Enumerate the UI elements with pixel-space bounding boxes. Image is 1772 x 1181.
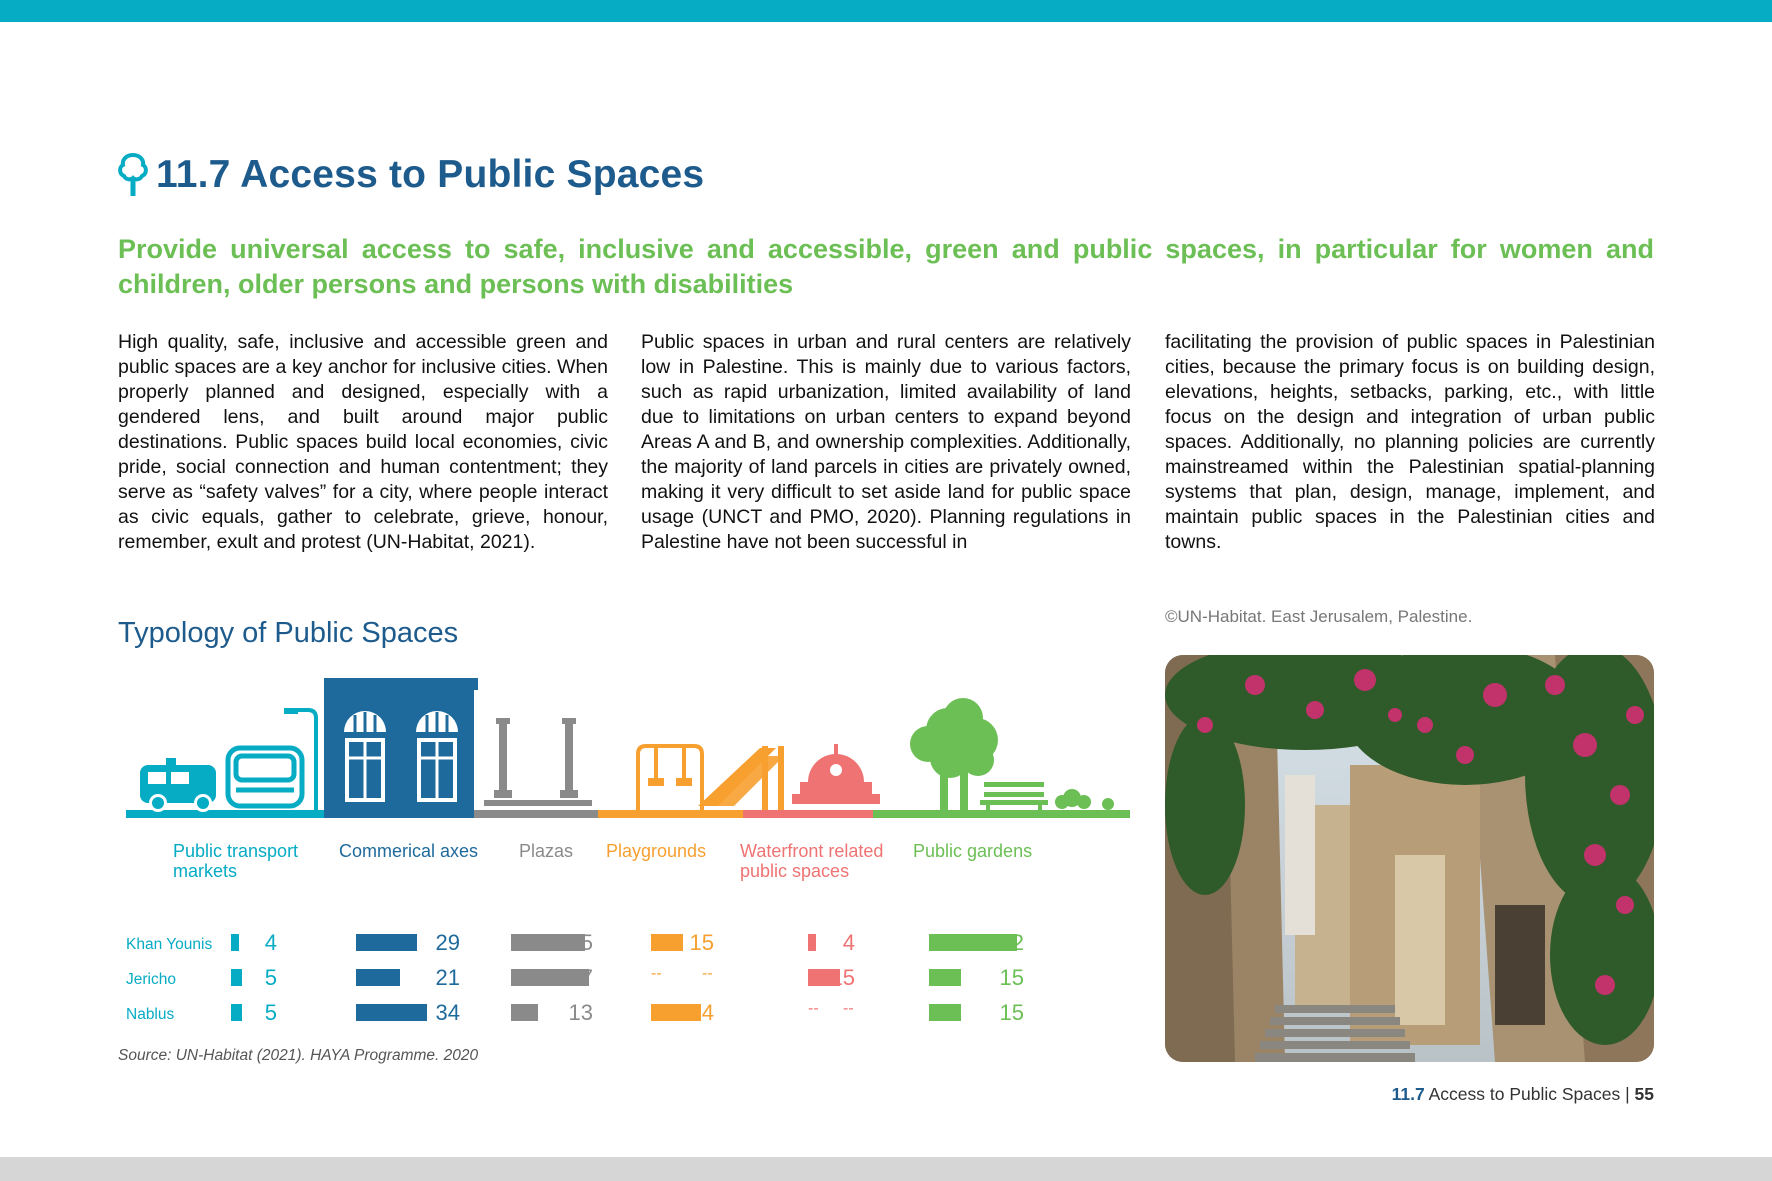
bus-stop-icon — [228, 748, 302, 806]
category-label-public-gardens: Public gardens — [913, 841, 1033, 861]
bench-icon — [980, 782, 1048, 810]
bar-commercial-axes — [356, 934, 417, 951]
section-heading — [116, 145, 704, 205]
bottom-bar — [0, 1157, 1772, 1181]
value-label-commercial-axes: 21 — [435, 965, 460, 990]
commercial-ground — [324, 810, 474, 818]
value-label-public-gardens: 42 — [999, 930, 1024, 955]
missing-value-mark: -- — [651, 965, 662, 982]
bar-waterfront — [808, 934, 816, 951]
street-photo — [1165, 655, 1654, 1062]
body-column-1: High quality, safe, inclusive and accessible green and public spaces are a key anchor for inclusive cities. When properly planned and designed, especially with a gendered lens, and built around major public destinations. Public spaces build local economies, civic pride, social connection and human contentment; they serve as “safety valves” for a city, where people interact as civic equals, gather to celebrate, grieve, honour, remember, exult and protest (UN-Habitat, 2021). — [118, 331, 608, 553]
value-label-playgrounds: 24 — [689, 1000, 714, 1025]
footer-separator: | — [1625, 1084, 1630, 1104]
typology-heading: Typology of Public Spaces — [118, 617, 459, 649]
footer-section-title: Access to Public Spaces — [1428, 1084, 1621, 1104]
city-label: Nablus — [126, 1006, 175, 1023]
value-label-public-transport: 5 — [264, 1000, 277, 1025]
typology-illustration — [118, 660, 1138, 825]
street-lamp-icon — [294, 710, 316, 810]
bar-commercial-axes — [356, 1004, 427, 1021]
bar-plazas — [511, 1004, 538, 1021]
missing-value-mark: -- — [843, 1000, 854, 1017]
value-label-public-transport: 4 — [264, 930, 277, 955]
missing-value-mark: -- — [808, 1000, 819, 1017]
body-column-3: facilitating the provision of public spaces in Palestinian cities, because the primary focus is on building design, elevations, heights, setbacks, parking, etc., with little focus on the design and integration of urban public spaces. Additionally, no planning policies are currently mainstreamed within the Palestinian spatial-planning systems that plan, design, manage, implement, and maintain public spaces in the Palestinian cities and towns. — [1165, 331, 1655, 553]
bar-public-gardens — [929, 969, 961, 986]
plazas-ground — [474, 810, 598, 818]
value-label-plazas: 35 — [568, 930, 593, 955]
value-label-plazas: 37 — [568, 965, 593, 990]
top-accent-bar — [0, 0, 1772, 22]
van-icon — [140, 758, 216, 812]
gardens-ground — [873, 810, 1130, 818]
tree-icon — [116, 152, 150, 198]
fountain-icon — [792, 744, 880, 804]
category-label-playgrounds: Playgrounds — [606, 841, 707, 861]
value-label-commercial-axes: 29 — [435, 930, 460, 955]
value-label-playgrounds: 15 — [689, 930, 714, 955]
value-label-public-transport: 5 — [264, 965, 277, 990]
category-label-plazas: Plazas — [519, 841, 574, 861]
value-label-public-gardens: 15 — [999, 1000, 1024, 1025]
bar-public-gardens — [929, 1004, 961, 1021]
shop-building-icon — [324, 678, 478, 810]
waterfront-ground — [743, 810, 873, 818]
missing-value-mark: -- — [702, 965, 713, 982]
value-label-waterfront: 15 — [830, 965, 855, 990]
chart-source: Source: UN-Habitat (2021). HAYA Programme. 2020 — [118, 1047, 479, 1064]
value-label-commercial-axes: 34 — [435, 1000, 460, 1025]
category-label-waterfront: Waterfront related public spaces — [740, 841, 884, 881]
slide-icon — [698, 746, 784, 810]
value-label-waterfront: 4 — [842, 930, 855, 955]
section-subtitle: Provide universal access to safe, inclusive and accessible, green and public spaces, in particular for women and children, older persons and persons with disabilities — [118, 234, 1654, 299]
swing-set-icon — [638, 746, 702, 810]
page-title: 11.7 Access to Public Spaces — [156, 153, 705, 196]
bush-icon — [1055, 789, 1114, 810]
page-footer — [1392, 1084, 1654, 1105]
columns-icon — [484, 718, 592, 806]
page-number: 55 — [1634, 1084, 1654, 1104]
value-label-plazas: 13 — [568, 1000, 593, 1025]
playgrounds-ground — [598, 810, 743, 818]
city-label: Khan Younis — [126, 936, 213, 953]
bar-public-transport — [231, 934, 239, 951]
bar-public-transport — [231, 969, 242, 986]
city-label: Jericho — [126, 971, 176, 988]
bar-public-transport — [231, 1004, 242, 1021]
footer-section-number: 11.7 — [1391, 1084, 1425, 1104]
photo-caption: ©UN-Habitat. East Jerusalem, Palestine. — [1165, 607, 1473, 626]
body-column-2: Public spaces in urban and rural centers are relatively low in Palestine. This is mainly due to various factors, such as rapid urbanization, limited availability of land due to limitations on urban centers to expand beyond Areas A and B, and ownership complexities. Additionally, the majority of land parcels in cities are privately owned, making it very difficult to set aside land for public space usage (UNCT and PMO, 2020). Planning regulations in Palestine have not been successful in — [641, 331, 1131, 553]
value-label-public-gardens: 15 — [999, 965, 1024, 990]
category-label-commercial-axes: Commerical axes — [339, 841, 479, 861]
category-label-public-transport: Public transport markets — [173, 841, 299, 881]
bar-playgrounds — [651, 934, 683, 951]
bar-commercial-axes — [356, 969, 400, 986]
